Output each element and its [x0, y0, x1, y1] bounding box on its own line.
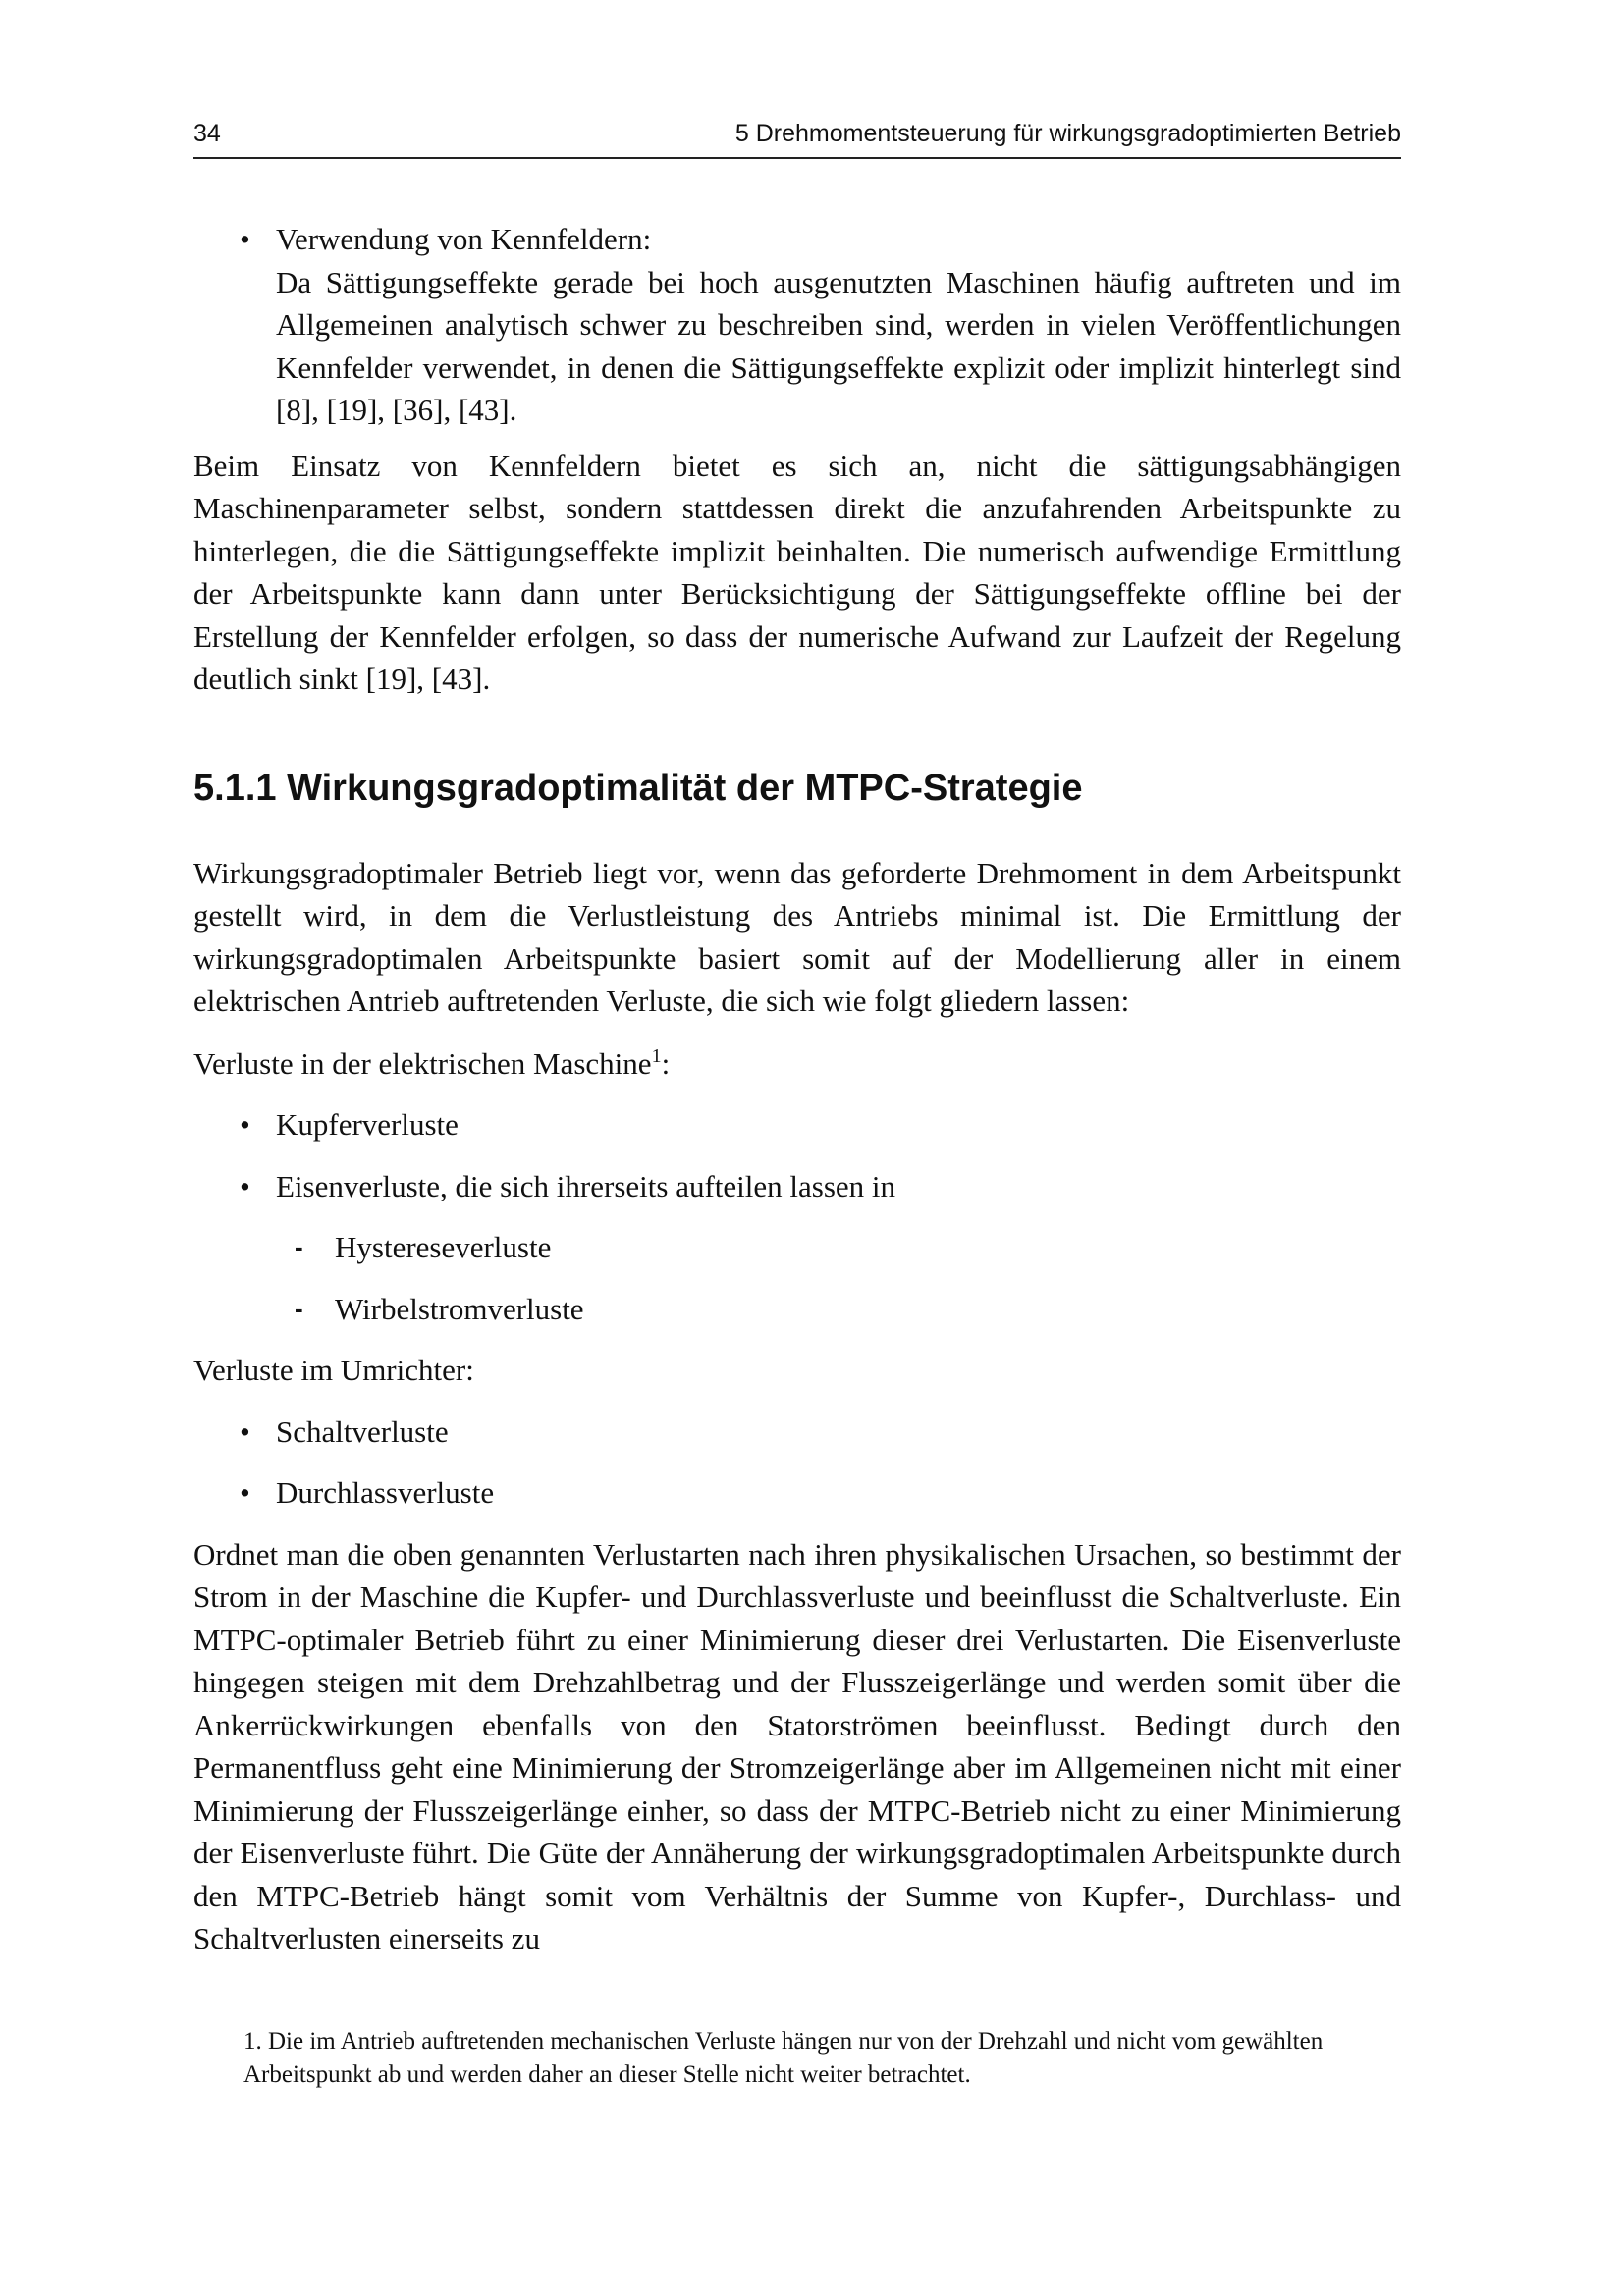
chapter-title: 5 Drehmomentsteuerung für wirkungsgradoptimierten Betrieb: [734, 120, 1401, 147]
list-item: [193, 1103, 1401, 1147]
machine-losses-label: [193, 1042, 1401, 1086]
paragraph: Ordnet man die oben genannten Verlustarten nach ihren physikalischen Ursachen, so bestimmt der Strom in der Maschine die Kupfer- und Durchlassverluste und beeinflusst die Schaltverluste. Ein MTPC-optimaler Betrieb führt zu einer Minimierung dieser drei Verlustarten. Die Eisenverluste hingegen steigen mit dem Drehzahlbetrag und der Flusszeigerlänge und werden somit über die Ankerrückwirkungen ebenfalls von den Statorströmen beeinflusst. Bedingt durch den Permanentfluss geht eine Minimierung der Stromzeigerlänge aber im Allgemeinen nicht mit einer Minimierung der Flusszeigerlänge einher, so dass der MTPC-Betrieb nicht zu einer Minimierung der Eisenverluste führt. Die Güte der Annäherung der wirkungsgradoptimalen Arbeitspunkte durch den MTPC-Betrieb hängt somit vom Verhältnis der Summe von Kupfer-, Durchlass- und Schaltverlusten einerseits zu: [193, 1536, 1401, 1955]
page-number: 34: [193, 120, 221, 147]
bullet-marker: •: [240, 1168, 250, 1203]
body-text: [193, 218, 1401, 1960]
sub-list-item: [193, 1288, 1401, 1331]
list-item-text: Durchlassverluste: [276, 1475, 495, 1510]
list-item-text: Eisenverluste, die sich ihrerseits aufteilen lassen in: [276, 1168, 896, 1203]
bullet-text: Da Sättigungseffekte gerade bei hoch ausgenutzten Maschinen häufig auftreten und im Allgemeinen analytisch schwer zu beschreiben sind, werden in vielen Veröffentlichungen Kennfelder verwendet, in denen die Sättigungseffekte explizit oder implizit hinterlegt sind [8], [19], [36], [43].: [276, 264, 1401, 427]
dash-marker: -: [295, 1232, 303, 1261]
list-item: [193, 1165, 1401, 1208]
footnote-mark: 1: [651, 1044, 662, 1067]
running-header: [193, 116, 1401, 159]
intro-bullet: [193, 218, 1401, 432]
label-text: Verluste in der elektrischen Maschine: [193, 1045, 652, 1081]
footnote-text: Die im Antrieb auftretenden mechanischen Verluste hängen nur von der Drehzahl und nicht vom gewählten Arbeitspunkt ab und werden daher an dieser Stelle nicht weiter betrachtet.: [243, 2028, 1324, 2088]
label-colon: :: [661, 1045, 671, 1081]
bullet-title: Verwendung von Kennfeldern:: [276, 222, 652, 256]
paragraph: Beim Einsatz von Kennfeldern bietet es sich an, nicht die sättigungsabhängigen Maschinenparameter selbst, sondern stattdessen direkt die anzufahrenden Arbeitspunkte zu hinterlegen, die die Sättigungseffekte implizit beinhalten. Die numerisch aufwendige Ermittlung der Arbeitspunkte kann dann unter Berücksichtigung der Sättigungseffekte offline bei der Erstellung der Kennfelder erfolgen, so dass der numerische Aufwand zur Laufzeit der Regelung deutlich sinkt [19], [43].: [193, 448, 1401, 696]
sub-list-item-text: Hystereseverluste: [335, 1230, 552, 1264]
dash-marker: -: [295, 1293, 303, 1323]
bullet-marker: •: [240, 1107, 250, 1142]
sub-list-item-text: Wirbelstromverluste: [335, 1291, 584, 1326]
list-item: [193, 1471, 1401, 1515]
list-item: [193, 1411, 1401, 1454]
footnote-number: 1.: [243, 2028, 262, 2055]
inverter-losses-label: Verluste im Umrichter:: [193, 1353, 474, 1387]
paragraph: Wirkungsgradoptimaler Betrieb liegt vor, wenn das geforderte Drehmoment in dem Arbeitspunkt gestellt wird, in dem die Verlustleistung des Antriebs minimal ist. Die Ermittlung der wirkungsgradoptimalen Arbeitspunkte basiert somit auf der Modellierung aller in einem elektrischen Antrieb auftretenden Verluste, die sich wie folgt gliedern lassen:: [193, 855, 1401, 1018]
list-item-text: Schaltverluste: [276, 1414, 449, 1449]
bullet-marker: •: [240, 222, 250, 256]
bullet-marker: •: [240, 1475, 250, 1510]
sub-list-item: [193, 1226, 1401, 1269]
section-heading: 5.1.1 Wirkungsgradoptimalität der MTPC-Strategie: [193, 767, 1083, 809]
bullet-marker: •: [240, 1414, 250, 1449]
list-item-text: Kupferverluste: [276, 1107, 459, 1142]
footnote: [243, 2025, 1373, 2092]
